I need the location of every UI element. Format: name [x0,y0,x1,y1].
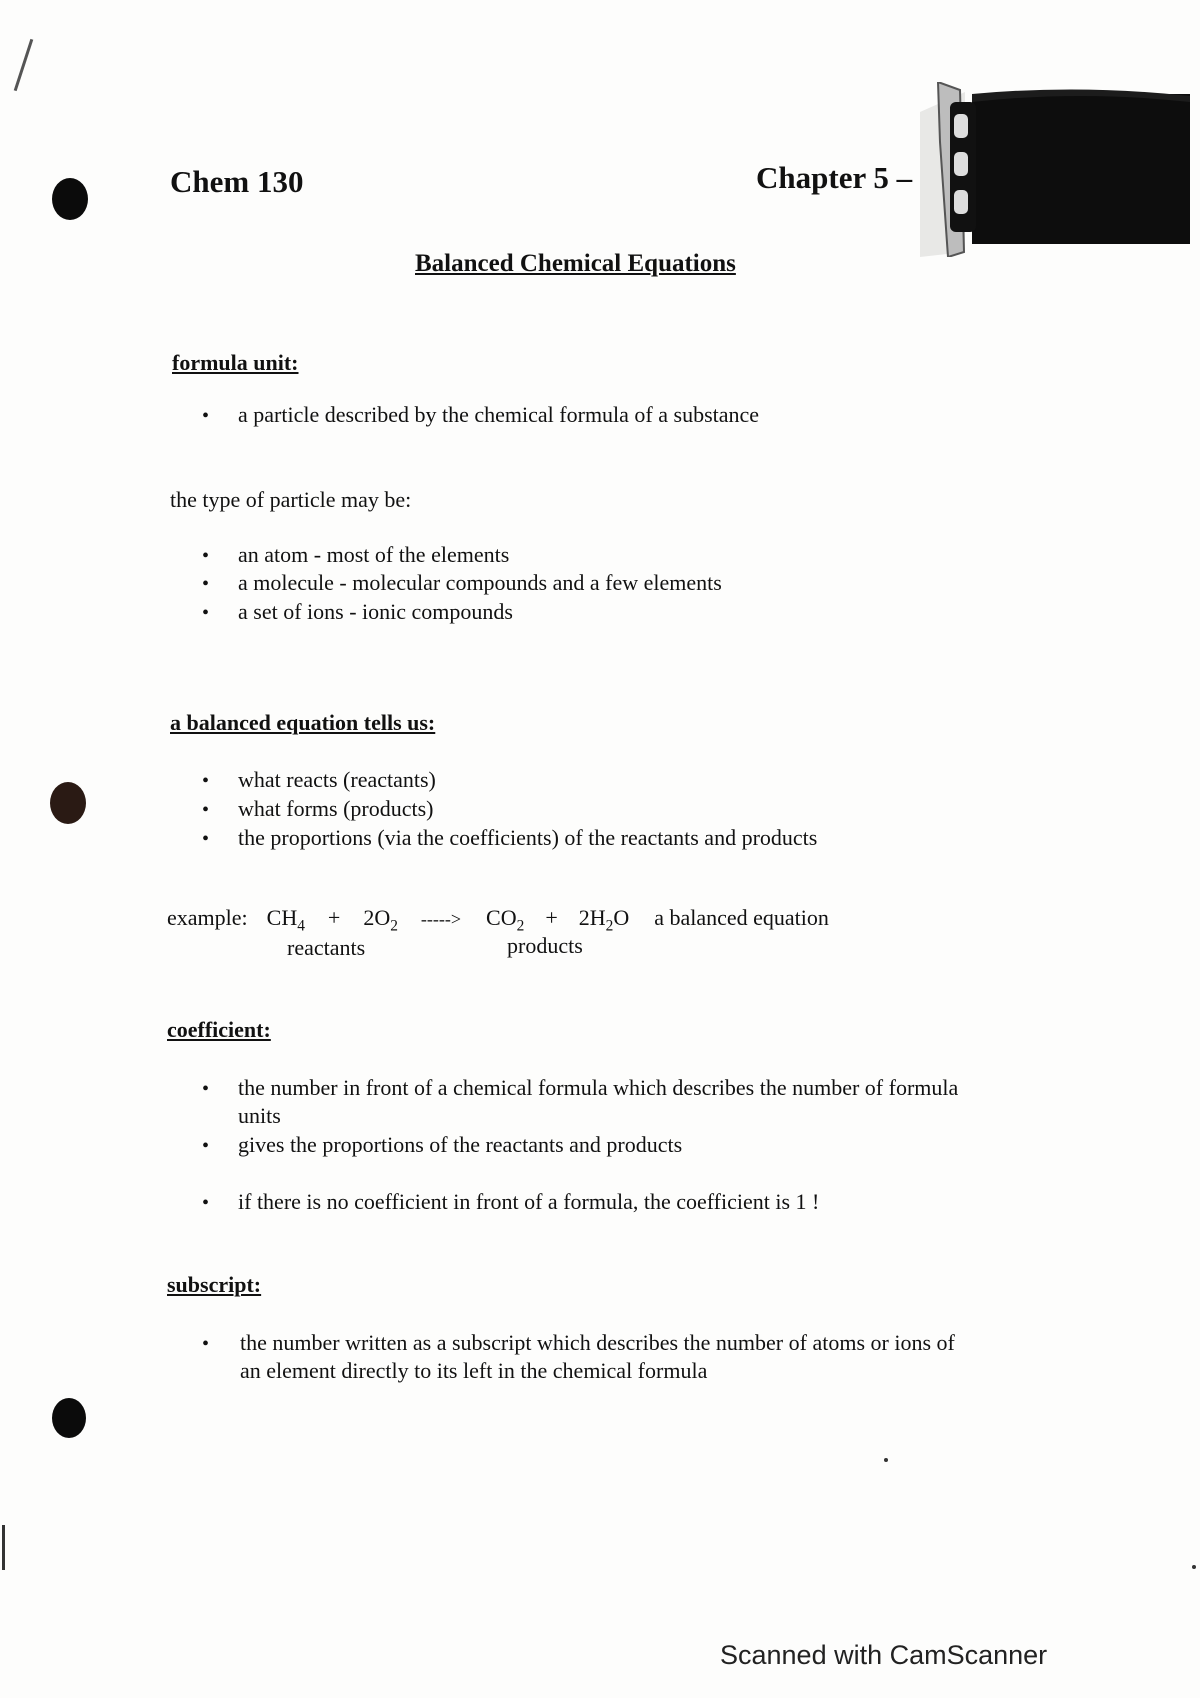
bullet-icon: • [202,1135,210,1157]
particle-type-item: an atom - most of the elements [238,542,510,567]
bullet-icon: • [202,1333,210,1355]
particle-types-intro: the type of particle may be: [170,487,412,512]
bullet-icon: • [202,828,210,850]
page-title: Balanced Chemical Equations [415,250,736,277]
balanced-equation-item: the proportions (via the coefficients) of the reactants and products [238,825,818,850]
particle-type-item: a molecule - molecular compounds and a few elements [238,570,722,595]
course-label: Chem 130 [170,164,304,199]
bullet-icon: • [202,1192,210,1214]
product-water: $2H_2O$ [578,905,630,935]
formula-unit-heading: formula unit: [172,350,299,375]
reactants-label: reactants [287,935,366,960]
camscanner-watermark: Scanned with CamScanner [720,1640,1048,1670]
reaction-arrow: -----> [420,909,462,929]
balanced-equation-item: what reacts (reactants) [238,767,436,792]
subscript-heading: subscript: [167,1272,262,1297]
products-label: products [507,933,583,958]
bullet-icon: • [202,545,210,567]
formula-unit-item: a particle described by the chemical formula of a substance [238,402,760,427]
coefficient-item: the number in front of a chemical formula which describes the number of formula [238,1075,959,1100]
binder-hole-bottom [52,1398,86,1438]
plus-sign: + [545,905,558,930]
example-prefix: example: [167,905,248,930]
binder-hole-top [52,178,88,220]
coefficient-heading: coefficient: [167,1017,271,1042]
subscript-item-line1: the number written as a subscript which describes the number of atoms or ions of [240,1330,955,1355]
coefficient-item: if there is no coefficient in front of a formula, the coefficient is 1 ! [238,1189,820,1214]
balanced-equation-heading: a balanced equation tells us: [170,710,436,735]
example-note: a balanced equation [654,905,829,930]
bullet-icon: • [202,405,210,427]
chapter-label: Chapter 5 – [756,160,913,195]
bullet-icon: • [202,573,210,595]
binder-hole-middle [50,782,86,824]
bullet-icon: • [202,1078,210,1100]
balanced-equation-item: what forms (products) [238,796,434,821]
watch-strap-artifact [920,82,1190,257]
subscript-item-line2: an element directly to its left in the chemical formula [240,1358,708,1383]
reactant-oxygen: $2O_2$ [363,905,398,935]
example-equation [167,905,829,935]
bullet-icon: • [202,770,210,792]
edge-mark [2,1525,5,1570]
particle-type-item: a set of ions - ionic compounds [238,599,513,624]
product-carbon-dioxide: $CO_2$ [486,905,525,935]
bullet-icon: • [202,602,210,624]
reactant-methane: $CH_4$ [266,905,305,935]
stray-dot [1192,1565,1196,1569]
coefficient-item-continuation: units [238,1103,281,1128]
bullet-icon: • [202,799,210,821]
stray-dot [884,1458,888,1462]
coefficient-item: gives the proportions of the reactants and products [238,1132,683,1157]
plus-sign: + [327,905,341,930]
pencil-mark [14,39,34,91]
